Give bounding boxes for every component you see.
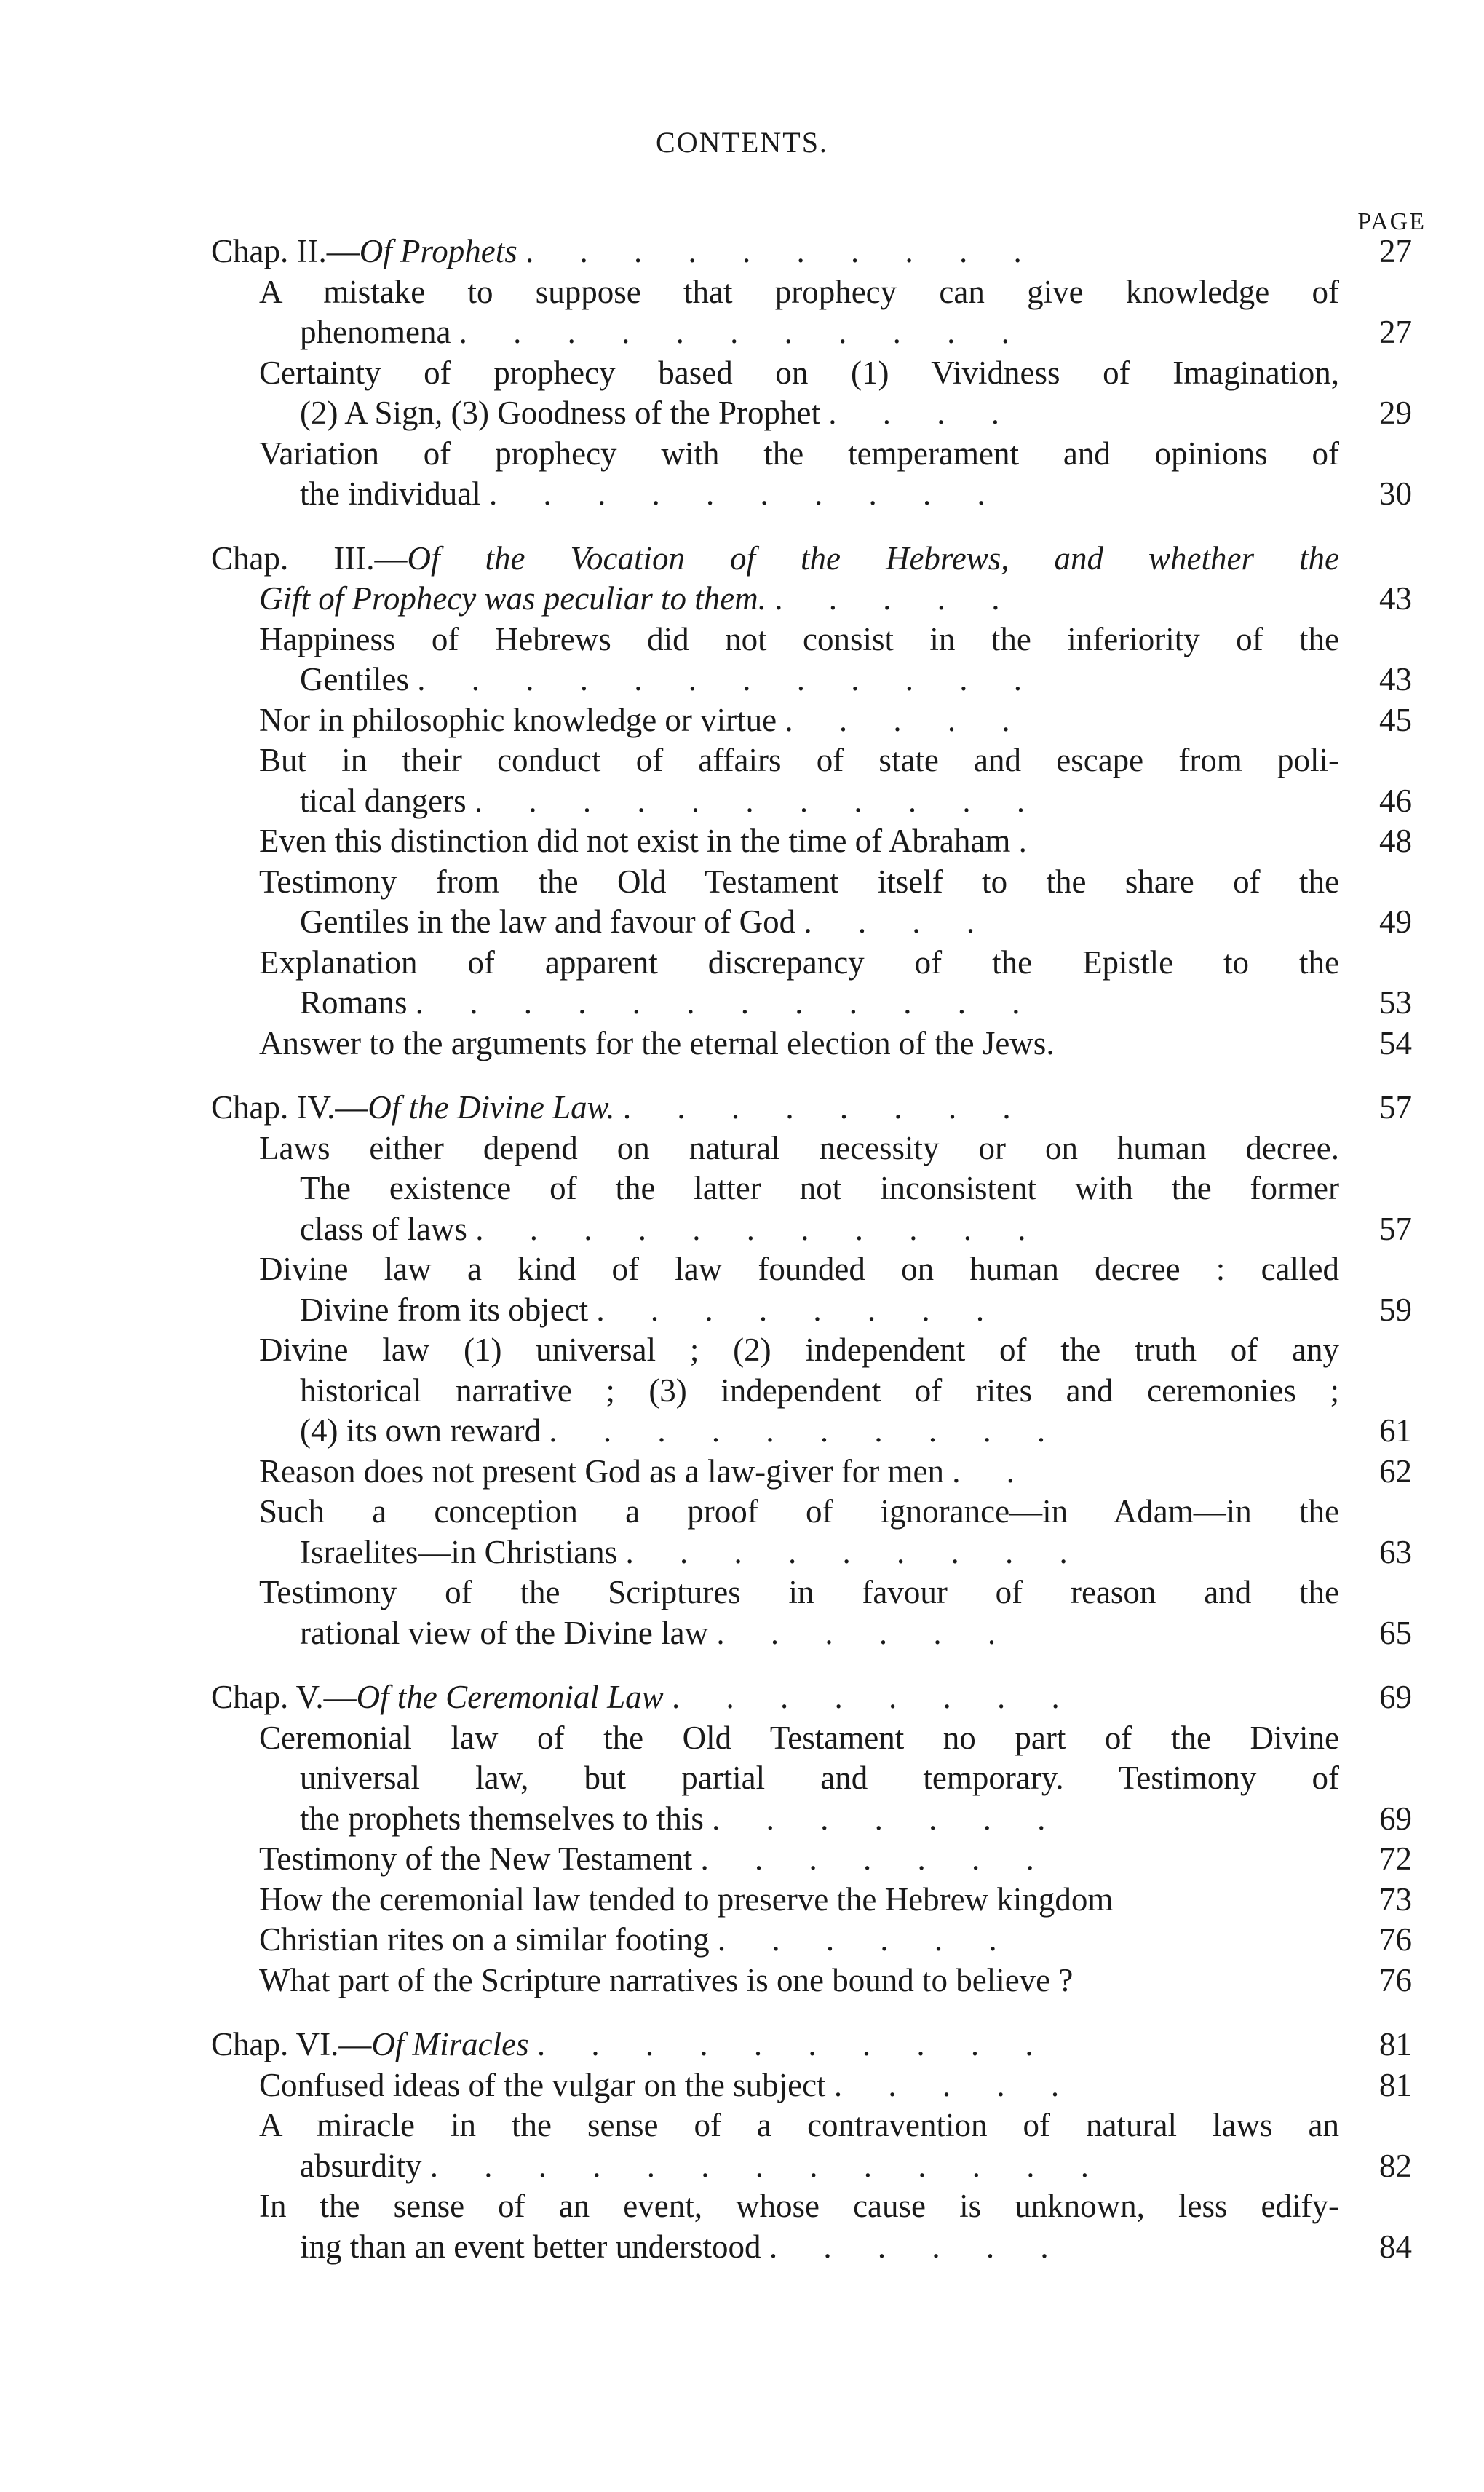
toc-entry-text: A mistake to suppose that prophecy can give knowledge of [259,273,1339,310]
toc-entry: absurdity . . . . . . . . . . . . . 82 [211,2146,1412,2187]
chapter-heading: Chap. IV.—Of the Divine Law. . . . . . . . . 57 [211,1088,1412,1128]
toc-entry: Gentiles . . . . . . . . . . . . 43 [211,660,1412,700]
toc-entry: Testimony of the New Testament . . . . . . . 72 [211,1839,1412,1880]
page-number: 82 [1379,2147,1412,2184]
page-number: 43 [1379,580,1412,617]
toc-entry: Even this distinction did not exist in the time of Abraham . 48 [211,821,1412,862]
toc-entry [211,272,1412,313]
page-number: 57 [1379,1210,1412,1247]
toc-entry [211,1492,1412,1532]
running-head: CONTENTS. [656,126,828,159]
toc-entry-text: Christian rites on a similar footing [259,1921,710,1958]
toc-entry-text: Divine from its object [300,1291,589,1328]
toc-entry-text: universal law, but partial and temporary. Testimony of [300,1760,1339,1796]
page-number: 76 [1379,1921,1412,1958]
toc-entry-text: the prophets themselves to this [300,1800,704,1837]
page-number: 54 [1379,1024,1412,1061]
chapter-heading: Chap. VI.—Of Miracles . . . . . . . . . . 81 [211,2025,1412,2065]
toc-entry-text: But in their conduct of affairs of state and escape from poli- [259,742,1339,778]
chapter-title: Of the Vocation of the Hebrews, and whether the [407,539,1339,577]
page-number: 63 [1379,1533,1412,1570]
toc-entry: Nor in philosophic knowledge or virtue . . . . . 45 [211,700,1412,741]
toc-entry-text: Testimony from the Old Testament itself to the share of the [259,863,1339,900]
page-number: 27 [1379,233,1412,269]
chapter-title: Of Miracles [371,2026,529,2062]
page-number: 61 [1379,1412,1412,1449]
toc-entry-text: What part of the Scripture narratives is one bound to believe ? [259,1961,1074,1998]
toc-entry-text: tical dangers [300,782,467,819]
toc-entry-text: absurdity [300,2147,422,2184]
toc-entry-text: In the sense of an event, whose cause is unknown, less edify- [259,2188,1339,2224]
page-number: 43 [1379,661,1412,697]
toc-entry [211,862,1412,903]
toc-entry: Confused ideas of the vulgar on the subject . . . . . 81 [211,2065,1412,2106]
toc-entry-text: (2) A Sign, (3) Goodness of the Prophet [300,395,820,431]
toc-entry-text: Confused ideas of the vulgar on the subject [259,2066,826,2103]
toc-entry [211,1371,1412,1412]
toc-entry [211,943,1412,984]
toc-entry [211,1573,1412,1613]
toc-entry-text: Testimony of the Scriptures in favour of reason and the [259,1574,1339,1610]
toc-entry [211,2186,1412,2227]
page-number: 27 [1379,314,1412,350]
page-number: 45 [1379,701,1412,738]
page-number: 59 [1379,1291,1412,1328]
toc-entry-text: Happiness of Hebrews did not consist in the inferiority of the [259,620,1339,657]
toc-entry: rational view of the Divine law . . . . . . 65 [211,1613,1412,1654]
toc-entry: ing than an event better understood . . . . . . 84 [211,2227,1412,2268]
toc-entry-text: Explanation of apparent discrepancy of the Epistle to the [259,944,1339,981]
toc-entry: Reason does not present God as a law-giver for men . . 62 [211,1452,1412,1492]
toc-entry [211,1718,1412,1759]
page-number: 81 [1379,2026,1412,2062]
toc-entry: Romans . . . . . . . . . . . . 53 [211,983,1412,1024]
toc-entry-text: rational view of the Divine law [300,1614,709,1651]
chapter-title-cont: Gift of Prophecy was peculiar to them. [259,580,766,617]
toc-entry: (2) A Sign, (3) Goodness of the Prophet . . . . 29 [211,393,1412,434]
toc-entry-text: Gentiles in the law and favour of God [300,903,796,940]
toc-entry: class of laws . . . . . . . . . . . 57 [211,1209,1412,1250]
toc-entry [211,1880,1412,1921]
page-number: 46 [1379,782,1412,819]
toc-entry-text: Nor in philosophic knowledge or virtue [259,701,777,738]
toc-entry-text: Divine law (1) universal ; (2) independent of the truth of any [259,1332,1339,1368]
page-number: 84 [1379,2228,1412,2265]
chapter-heading [211,539,1412,580]
toc-entry: tical dangers . . . . . . . . . . . 46 [211,781,1412,822]
page-number: 62 [1379,1452,1412,1490]
page-number: 29 [1379,395,1412,431]
page-number: 72 [1379,1840,1412,1877]
chapter-title: Of Prophets [359,233,517,269]
chapter-number: Chap. III.— [211,539,408,577]
toc-entry-text: Reason does not present God as a law-giver for men [259,1452,944,1490]
toc-entry-text: class of laws [300,1210,467,1247]
chapter-title: Of the Ceremonial Law [356,1679,664,1715]
toc-entry-text: Gentiles [300,661,409,697]
toc-entry: Gentiles in the law and favour of God . . . . 49 [211,902,1412,943]
chapter-number: Chap. IV.— [211,1089,368,1126]
toc-entry: (4) its own reward . . . . . . . . . . 61 [211,1411,1412,1452]
toc-entry-text: Divine law a kind of law founded on human decree : called [259,1251,1339,1287]
chapter-number: Chap. II.— [211,233,360,269]
chapter-number: Chap. VI.— [211,2026,372,2062]
toc-entry-text: the individual [300,475,481,512]
page-number: 81 [1379,2066,1412,2103]
chapter-number: Chap. V.— [211,1679,357,1715]
toc-entry-text: Testimony of the New Testament [259,1840,693,1877]
chapter-heading: Chap. II.—Of Prophets . . . . . . . . . . 27 [211,232,1412,272]
toc-entry: the individual . . . . . . . . . . 30 [211,474,1412,515]
toc-entry-text: Ceremonial law of the Old Testament no part of the Divine [259,1719,1339,1756]
page-number: 49 [1379,903,1412,940]
toc-entry: phenomena . . . . . . . . . . . 27 [211,312,1412,353]
toc-entry [211,1249,1412,1290]
toc-entry-text: Answer to the arguments for the eternal election of the Jews. [259,1024,1055,1061]
toc-entry [211,1168,1412,1209]
page-number: 73 [1379,1880,1412,1918]
table-of-contents [211,232,1412,2267]
toc-entry-text: Certainty of prophecy based on (1) Vividness of Imagination, [259,354,1339,391]
toc-entry: Israelites—in Christians . . . . . . . . . 63 [211,1532,1412,1573]
toc-entry [211,2105,1412,2146]
toc-entry [211,740,1412,781]
toc-entry [211,1128,1412,1169]
toc-entry-text: A miracle in the sense of a contravention of natural laws an [259,2107,1339,2143]
page-number: 76 [1379,1961,1412,1998]
page-number: 30 [1379,475,1412,512]
page-number: 65 [1379,1614,1412,1651]
toc-entry: Christian rites on a similar footing . . . . . . 76 [211,1920,1412,1961]
toc-entry [211,1024,1412,1064]
toc-entry-text: Israelites—in Christians [300,1533,618,1570]
page-number: 69 [1379,1800,1412,1837]
toc-entry-text: How the ceremonial law tended to preserve the Hebrew kingdom [259,1880,1114,1918]
toc-entry-text: ing than an event better understood [300,2228,761,2265]
toc-entry: the prophets themselves to this . . . . . . . 69 [211,1799,1412,1840]
toc-entry [211,434,1412,475]
toc-entry-text: Even this distinction did not exist in the time of Abraham [259,823,1011,859]
chapter-heading-cont: Gift of Prophecy was peculiar to them. . . . . . 43 [211,579,1412,620]
page-number: 69 [1379,1679,1412,1715]
toc-entry [211,620,1412,660]
toc-entry [211,1330,1412,1371]
chapter-heading: Chap. V.—Of the Ceremonial Law . . . . . . . . 69 [211,1677,1412,1718]
toc-entry [211,1758,1412,1799]
toc-entry-text: Laws either depend on natural necessity or on human decree. [259,1129,1339,1166]
page-number: 53 [1379,984,1412,1021]
toc-entry-text: Variation of prophecy with the temperament and opinions of [259,435,1339,472]
page-column-label: PAGE [1357,208,1426,235]
chapter-title: Of the Divine Law. [368,1089,615,1126]
toc-entry-text: The existence of the latter not inconsistent with the former [300,1170,1339,1206]
page-number: 57 [1379,1089,1412,1126]
toc-entry-text: historical narrative ; (3) independent of rites and ceremonies ; [300,1372,1339,1409]
toc-entry: Divine from its object . . . . . . . . 59 [211,1290,1412,1331]
toc-entry [211,1961,1412,2001]
toc-entry [211,353,1412,394]
toc-entry-text: (4) its own reward [300,1412,541,1449]
toc-entry-text: Such a conception a proof of ignorance—in Adam—in the [259,1493,1339,1530]
toc-entry-text: phenomena [300,314,451,350]
toc-entry-text: Romans [300,984,408,1021]
page-number: 48 [1379,823,1412,859]
